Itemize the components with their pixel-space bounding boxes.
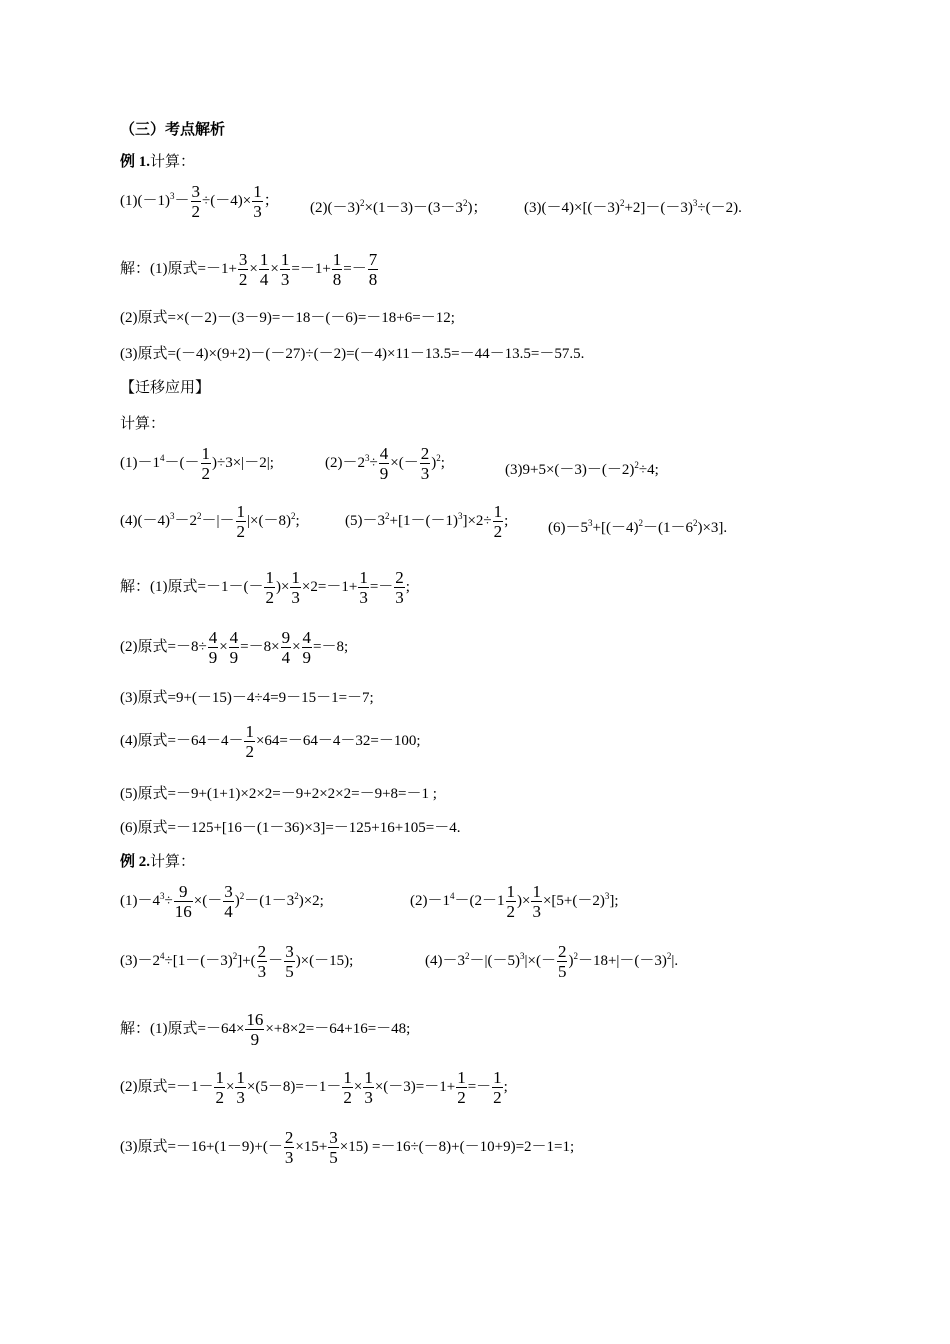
math-text: －(2－1 (454, 892, 505, 909)
numerator: 1 (506, 882, 515, 901)
math-text: |×(－ (524, 952, 556, 969)
math-text: × (270, 260, 279, 277)
fraction (284, 1128, 295, 1167)
math-text: － (268, 952, 284, 969)
denominator: 2 (236, 522, 246, 541)
exponent: 2 (359, 198, 365, 208)
math-text: (5)－3 (345, 512, 385, 529)
numerator: 4 (302, 628, 312, 647)
math-text: )×2; (298, 892, 324, 909)
numerator: 7 (368, 250, 378, 269)
fraction (214, 1068, 225, 1107)
math-text: (3)－2 (120, 952, 160, 969)
denominator: 3 (532, 902, 541, 921)
denominator: 9 (250, 1030, 260, 1049)
denominator: 2 (215, 1088, 224, 1107)
math-text: ÷(－2). (697, 200, 742, 216)
example2-solution-3 (120, 1128, 574, 1167)
example1-solution-3: (3)原式=(－4)×(9+2)－(－27)÷(－2)=(－4)×11－13.5=－44－13.5=－57.5. (120, 346, 585, 362)
numerator: 1 (493, 502, 503, 521)
numerator: 1 (265, 568, 274, 587)
math-text: (4)(－4) (120, 512, 170, 529)
math-text: ]; (609, 892, 619, 909)
exponent: 3 (457, 510, 463, 521)
example1-solution-1 (120, 250, 379, 289)
denominator: 3 (253, 202, 262, 221)
exponent: 2 (638, 518, 643, 528)
example2-question-3 (120, 942, 353, 981)
math-text: × (225, 1078, 235, 1095)
numerator: 4 (208, 628, 218, 647)
denominator: 2 (238, 270, 248, 289)
example1-question-2 (310, 198, 487, 218)
numerator: 2 (395, 568, 404, 587)
fraction (259, 250, 270, 289)
math-text: ×(－ (390, 454, 419, 471)
transfer-question-1 (120, 444, 274, 483)
fraction (244, 722, 255, 761)
numerator: 4 (229, 628, 239, 647)
math-text: ÷4; (638, 462, 659, 478)
fraction (252, 182, 263, 221)
example1-question-3 (524, 198, 742, 218)
numerator: 2 (284, 1128, 294, 1147)
transfer-question-3 (505, 460, 659, 480)
exponent: 2 (232, 950, 238, 961)
fraction (290, 568, 301, 607)
fraction (229, 628, 240, 667)
transfer-question-5 (345, 502, 508, 541)
fraction (174, 882, 193, 921)
math-text: (2)(－3) (310, 200, 360, 216)
numerator: 9 (174, 882, 193, 902)
exponent: 2 (619, 198, 625, 208)
math-text: －(－ (164, 454, 200, 471)
numerator: 9 (281, 628, 291, 647)
math-text: ×[5+(－2) (542, 892, 605, 909)
exponent: 3 (365, 452, 370, 463)
exponent: 2 (573, 950, 578, 961)
numerator: 16 (246, 1010, 264, 1029)
numerator: 3 (238, 250, 248, 269)
denominator: 9 (229, 648, 239, 667)
math-text: －18+|－(－3) (577, 952, 667, 969)
fraction (342, 1068, 353, 1107)
math-text: 解：(1)原式=－64× (120, 1020, 245, 1037)
math-text: × (292, 638, 301, 655)
fraction (201, 444, 212, 483)
numerator: 1 (236, 1068, 245, 1087)
denominator: 4 (281, 648, 291, 667)
denominator: 2 (245, 742, 254, 761)
numerator: 1 (259, 250, 269, 269)
transfer-solution-4 (120, 722, 421, 761)
math-text: )× (517, 892, 531, 909)
exponent: 3 (604, 890, 610, 901)
denominator: 3 (284, 1148, 294, 1167)
example2-solution-1 (120, 1010, 410, 1049)
denominator: 2 (191, 202, 200, 221)
denominator: 3 (257, 962, 267, 981)
numerator: 3 (329, 1128, 338, 1147)
math-text: －|－ (201, 512, 235, 529)
math-text: (2)－1 (410, 892, 450, 909)
math-text: ÷ (164, 892, 173, 909)
transfer-question-4 (120, 502, 300, 541)
numerator: 4 (379, 444, 389, 463)
fraction (223, 882, 234, 921)
exponent: 2 (634, 460, 639, 470)
math-text: )×(－15); (295, 952, 354, 969)
fraction (531, 882, 542, 921)
math-text: +[(－4) (592, 520, 639, 536)
fraction (394, 568, 405, 607)
denominator: 3 (236, 1088, 245, 1107)
numerator: 1 (236, 502, 246, 521)
denominator: 3 (395, 588, 404, 607)
section-title: （三）考点解析 (120, 122, 226, 138)
exponent: 2 (294, 890, 299, 901)
example1-question-1 (120, 182, 279, 221)
math-text: )× (275, 578, 290, 595)
numerator: 1 (201, 444, 210, 463)
fraction (506, 882, 517, 921)
math-text: ； (263, 192, 279, 209)
numerator: 1 (532, 882, 541, 901)
math-text: －|(－5) (469, 952, 520, 969)
math-text: ×+8×2=－64+16=－48; (265, 1020, 411, 1037)
denominator: 2 (343, 1088, 352, 1107)
transfer-solution-6: (6)原式=－125+[16－(1－36)×3]=－125+16+105=－4. (120, 820, 461, 836)
denominator: 5 (557, 962, 567, 981)
math-text: ×15) =－16÷(－8)+(－10+9)=2－1=1; (339, 1138, 575, 1155)
math-text: =－1+ (291, 260, 331, 277)
example1-label-suffix: 计算： (150, 154, 196, 170)
math-text: (1)－4 (120, 892, 160, 909)
numerator: 1 (364, 1068, 373, 1087)
denominator: 2 (457, 1088, 466, 1107)
math-text: × (219, 638, 228, 655)
math-text: ×(－3)=－1+ (374, 1078, 456, 1095)
example1-solution-2: (2)原式=×(－2)－(3－9)=－18－(－6)=－18+6=－12; (120, 310, 455, 326)
math-text: ×2=－1+ (301, 578, 358, 595)
denominator: 9 (302, 648, 312, 667)
denominator: 3 (359, 588, 368, 607)
transfer-question-6 (548, 518, 727, 538)
exponent: 3 (692, 198, 698, 208)
numerator: 1 (493, 1068, 502, 1087)
numerator: 1 (215, 1068, 224, 1087)
fraction (368, 250, 379, 289)
example1-heading (120, 152, 195, 172)
numerator: 3 (285, 942, 294, 961)
math-text: ÷ (369, 454, 378, 471)
math-text: ×(5－8)=－1－ (246, 1078, 342, 1095)
transfer-solution-1 (120, 568, 410, 607)
math-text: ÷[1－(－3) (164, 952, 233, 969)
math-text: =－8× (240, 638, 280, 655)
math-text: × (353, 1078, 363, 1095)
numerator: 1 (245, 722, 254, 741)
math-text: =－8; (313, 638, 349, 655)
math-text: (1)－1 (120, 454, 160, 471)
denominator: 2 (493, 1088, 502, 1107)
fraction (492, 1068, 503, 1107)
numerator: 1 (253, 182, 262, 201)
example2-question-2 (410, 882, 619, 921)
math-text: ; (440, 454, 445, 471)
math-text: (1)(－1) (120, 192, 170, 209)
transfer-calc-label: 计算： (120, 416, 166, 432)
numerator: 3 (224, 882, 233, 901)
fraction (236, 502, 247, 541)
fraction (363, 1068, 374, 1107)
transfer-solution-5: (5)原式=－9+(1+1)×2×2=－9+2×2×2=－9+8=－1 ; (120, 786, 437, 802)
denominator: 4 (224, 902, 233, 921)
fraction (332, 250, 343, 289)
exponent: 4 (450, 890, 455, 901)
math-text: (3)原式=－16+(1－9)+(－ (120, 1138, 283, 1155)
numerator: 3 (191, 182, 200, 201)
denominator: 8 (368, 270, 378, 289)
math-text: (2)－2 (325, 454, 365, 471)
example2-label: 例 2. (120, 854, 151, 870)
transfer-solution-2 (120, 628, 348, 667)
denominator: 3 (291, 588, 300, 607)
math-text: (6)－5 (548, 520, 588, 536)
fraction (281, 628, 292, 667)
math-text: ) (568, 952, 574, 969)
fraction (235, 1068, 246, 1107)
math-text: ×64=－64－4－32=－100; (255, 732, 421, 749)
denominator: 2 (201, 464, 210, 483)
denominator: 2 (506, 902, 515, 921)
math-text: ; (504, 512, 509, 529)
transfer-question-2 (325, 444, 445, 483)
numerator: 2 (257, 942, 267, 961)
exponent: 2 (462, 198, 468, 208)
denominator: 9 (379, 464, 389, 483)
exponent: 2 (692, 518, 698, 528)
exponent: 2 (465, 950, 470, 961)
math-text: ×(1－3)－(3－3 (364, 200, 463, 216)
math-text: ) (234, 892, 240, 909)
numerator: 2 (557, 942, 567, 961)
math-text: －(1－6 (642, 520, 693, 536)
example2-question-1 (120, 882, 324, 921)
denominator: 3 (280, 270, 290, 289)
math-text: 解：(1)原式=－1－(－ (120, 578, 264, 595)
numerator: 1 (457, 1068, 466, 1087)
math-text: (4)原式=－64－4－ (120, 732, 244, 749)
fraction (208, 628, 219, 667)
numerator: 1 (359, 568, 368, 587)
math-text: )×3]. (697, 520, 728, 536)
example2-label-suffix: 计算： (150, 854, 196, 870)
fraction (493, 502, 504, 541)
exponent: 3 (169, 190, 175, 201)
fraction (284, 942, 295, 981)
math-text: (3)9+5×(－3)－(－2) (505, 462, 635, 478)
math-text: ) (431, 454, 437, 471)
math-text: =－ (467, 1078, 492, 1095)
transfer-solution-3: (3)原式=9+(－15)－4÷4=9－15－1=－7; (120, 690, 374, 706)
math-text: × (249, 260, 258, 277)
denominator: 16 (174, 902, 192, 921)
exponent: 2 (197, 510, 202, 521)
denominator: 8 (332, 270, 342, 289)
math-text: )÷3×|－2|; (212, 454, 274, 471)
transfer-title: 【迁移应用】 (120, 380, 211, 396)
fraction (420, 444, 431, 483)
math-text: =－ (343, 260, 367, 277)
math-text: =－ (369, 578, 394, 595)
fraction (328, 1128, 339, 1167)
math-text: ]+( (237, 952, 256, 969)
math-text: －2 (174, 512, 197, 529)
denominator: 2 (265, 588, 274, 607)
exponent: 3 (588, 518, 593, 528)
exponent: 2 (666, 950, 672, 961)
denominator: 9 (208, 648, 218, 667)
denominator: 5 (285, 962, 294, 981)
numerator: 1 (291, 568, 300, 587)
math-text: ; (405, 578, 410, 595)
exponent: 4 (160, 452, 165, 463)
math-text: ×15+ (295, 1138, 328, 1155)
exponent: 3 (160, 890, 165, 901)
denominator: 3 (364, 1088, 373, 1107)
numerator: 2 (420, 444, 430, 463)
denominator: 2 (493, 522, 503, 541)
fraction (379, 444, 390, 483)
fraction (302, 628, 313, 667)
denominator: 3 (420, 464, 430, 483)
fraction (257, 942, 268, 981)
math-text: － (174, 192, 190, 209)
exponent: 2 (436, 452, 441, 463)
math-text: (2)原式=－1－ (120, 1078, 214, 1095)
math-text: |. (671, 952, 679, 969)
exponent: 3 (520, 950, 525, 961)
numerator: 1 (343, 1068, 352, 1087)
exponent: 2 (385, 510, 390, 521)
fraction (280, 250, 291, 289)
math-text: ÷(－4)× (202, 192, 252, 209)
exponent: 4 (160, 950, 165, 961)
example1-label: 例 1. (120, 154, 151, 170)
math-text: ; (295, 512, 300, 529)
exponent: 3 (169, 510, 175, 521)
example2-heading (120, 852, 195, 872)
exponent: 2 (290, 510, 296, 521)
math-text: 解：(1)原式=－1+ (120, 260, 237, 277)
math-text: )； (467, 200, 488, 216)
math-text: (3)(－4)×[(－3) (524, 200, 620, 216)
math-text: ; (503, 1078, 508, 1095)
math-text: |×(－8) (247, 512, 291, 529)
fraction (191, 182, 202, 221)
math-text: +2]－(－3) (624, 200, 693, 216)
fraction (358, 568, 369, 607)
math-text: ×(－ (193, 892, 223, 909)
example2-solution-2 (120, 1068, 508, 1107)
fraction (238, 250, 249, 289)
fraction (245, 1010, 264, 1049)
math-text: ]×2÷ (462, 512, 492, 529)
math-text: +[1－(－1) (389, 512, 458, 529)
math-text: (2)原式=－8÷ (120, 638, 207, 655)
fraction (557, 942, 568, 981)
numerator: 1 (280, 250, 290, 269)
math-text: (4)－3 (425, 952, 465, 969)
example2-question-4 (425, 942, 678, 981)
numerator: 1 (332, 250, 342, 269)
denominator: 4 (259, 270, 269, 289)
fraction (264, 568, 275, 607)
fraction (456, 1068, 467, 1107)
denominator: 5 (329, 1148, 338, 1167)
exponent: 2 (239, 890, 245, 901)
math-text: －(1－3 (244, 892, 295, 909)
